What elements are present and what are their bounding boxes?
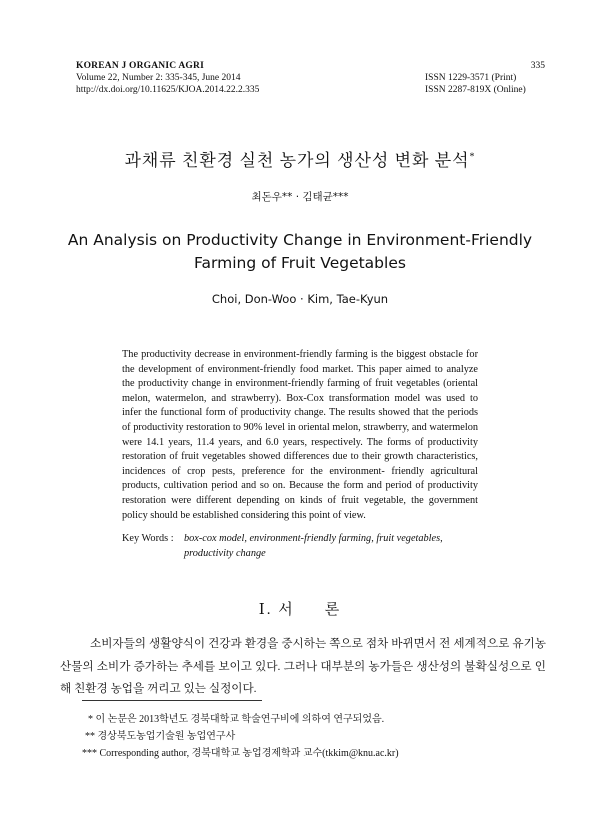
- english-title: [60, 229, 540, 275]
- keywords-line-2: productivity change: [184, 547, 266, 559]
- issn-print: ISSN 1229-3571 (Print): [425, 73, 517, 83]
- korean-title: [0, 146, 600, 171]
- keywords-line-1: box-cox model, environment-friendly farming, fruit vegetables,: [184, 533, 443, 544]
- footnote-1: * 이 논문은 2013학년도 경북대학교 학술연구비에 의하여 연구되었음.: [88, 714, 385, 725]
- section-title-b: 론: [324, 602, 342, 618]
- english-title-line-1: An Analysis on Productivity Change in Environment-Friendly: [67, 231, 533, 249]
- page-number: 335: [530, 61, 545, 71]
- journal-name: KOREAN J ORGANIC AGRI: [76, 61, 204, 71]
- issn-block: [425, 60, 545, 96]
- section-title-a: 서: [278, 602, 295, 618]
- journal-header: [76, 60, 259, 96]
- section-heading: [0, 598, 600, 619]
- doi-link[interactable]: http://dx.doi.org/10.11625/KJOA.2014.22.2.335: [76, 85, 260, 95]
- title-footnote-mark: *: [469, 151, 476, 163]
- abstract: The productivity decrease in environment-friendly farming is the biggest obstacle for the development of environment-friendly food market. This paper aimed to analyze the productivity change in environment-friendly farming of fruit vegetables (oriental melon, watermelon, and strawberry). Box-Cox transformation model was used to infer the functional form of productivity change. The results showed that the periods of productivity restoration to 90% level in oriental melon, strawberry, and watermelon were 14.1 years, 11.4 years, and 6.0 years, respectively. The forms of productivity restoration of fruit vegetables showed differences due to their growth characteristics, incidences of crop pests, preference for the environment- friendly agricultural products, cultivation period and so on. Because the form and period of productivity restoration were different depending on kinds of fruit vegetable, the government policy should be established considering this point of view.: [122, 349, 478, 521]
- section-numeral: Ⅰ.: [258, 602, 273, 618]
- footnote-divider: [82, 700, 262, 701]
- issn-online: ISSN 2287-819X (Online): [425, 85, 526, 95]
- keywords-label: Key Words :: [122, 533, 174, 544]
- english-authors: Choi, Don-Woo · Kim, Tae-Kyun: [211, 292, 389, 306]
- introduction-paragraph: 소비자들의 생활양식이 건강과 환경을 중시하는 쪽으로 점차 바뀌면서 전 세계적으로 유기농산물의 소비가 증가하는 추세를 보이고 있다. 그러나 대부분의 농가들은 생산성의 불확실성으로 인해 친환경 농업을 꺼리고 있는 실정이다.: [60, 637, 546, 695]
- volume-info: Volume 22, Number 2: 335-345, June 2014: [76, 73, 241, 83]
- footnotes: [82, 711, 399, 762]
- keywords: [122, 532, 492, 561]
- korean-authors: 최돈우** · 김태균***: [251, 191, 349, 203]
- footnote-3: *** Corresponding author, 경북대학교 농업경제학과 교수(tkkim@knu.ac.kr): [82, 748, 399, 759]
- english-title-line-2: Farming of Fruit Vegetables: [194, 254, 406, 272]
- korean-title-text: 과채류 친환경 실천 농가의 생산성 변화 분석: [124, 151, 470, 170]
- footnote-2: ** 경상북도농업기술원 농업연구사: [85, 731, 236, 742]
